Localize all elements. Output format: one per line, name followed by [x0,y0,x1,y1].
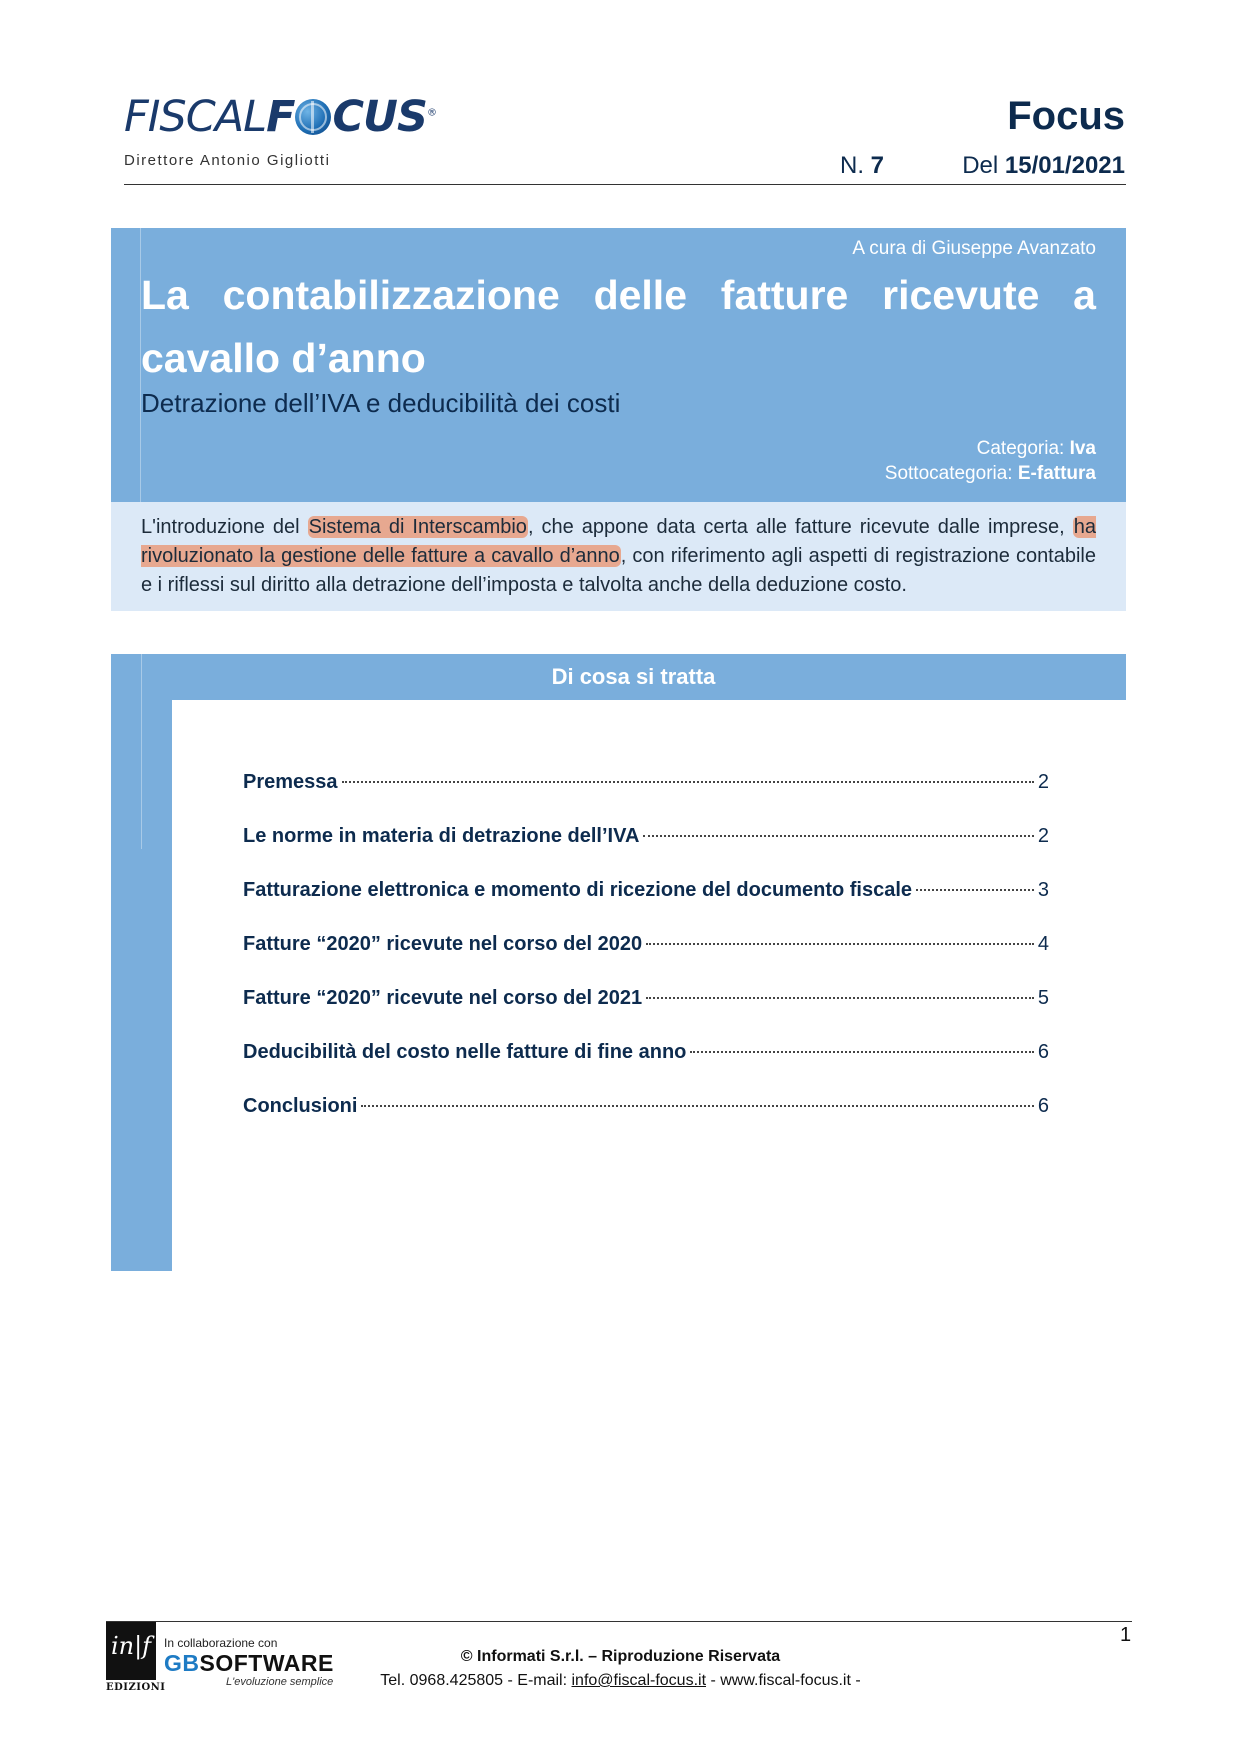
dot-leader [646,997,1034,999]
abstract-text [141,513,1096,600]
toc-item-title: Deducibilità del costo nelle fatture di fine anno [243,1041,687,1063]
dot-leader [690,1051,1033,1053]
toc-item-page: 2 [1037,771,1049,793]
date-prefix: Del [962,152,999,179]
toc-item-fatture-2020-2020[interactable] [243,933,1049,987]
gb-name: SOFTWARE [199,1650,334,1676]
toc-item-page: 6 [1037,1041,1049,1063]
publisher-logo: in|f [106,1622,156,1680]
publisher-sub: EDIZIONI [106,1682,166,1693]
category-line [885,436,1096,461]
toc-item-page: 4 [1037,933,1049,955]
registered-mark: ® [426,107,436,119]
contacts-suffix: - www.fiscal-focus.it - [706,1672,861,1689]
dot-leader [361,1105,1033,1107]
issue-number [840,152,884,180]
email-link[interactable]: info@fiscal-focus.it [571,1672,707,1689]
issue-prefix: N. [840,152,864,179]
abstract-part-3: , con riferimento agli aspetti di registrazione contabile e i riflessi sul diritto alla detrazione dell’imposta e talvolta anche della deduzione costo. [141,545,1096,596]
toc-header-band [111,654,1126,700]
gb-mark: GB [164,1650,200,1676]
dot-leader [916,889,1034,891]
abstract-highlight-2: ha rivoluzionato la gestione delle fatture a cavallo d’anno [141,516,1096,567]
toc-heading: Di cosa si tratta [551,664,716,689]
gb-tagline: L'evoluzione semplice [226,1676,334,1688]
collaboration-text: In collaborazione con [164,1636,278,1650]
toc-item-title: Le norme in materia di detrazione dell’IVA [243,825,640,847]
issue-value: 7 [870,152,885,179]
article-title: La contabilizzazione delle fatture ricevute a cavallo d’anno [141,272,1096,381]
dot-leader [342,781,1034,783]
category-label: Categoria: [976,438,1065,459]
abstract-panel [111,502,1126,611]
subcategory-line [885,461,1096,486]
article-subtitle: Detrazione dell’IVA e deducibilità dei costi [141,388,621,418]
author-line: A cura di Giuseppe Avanzato [852,238,1096,259]
footer-divider [106,1621,1132,1622]
subcategory-value: E-fattura [1017,463,1096,484]
toc-item-title: Premessa [243,771,338,793]
abstract-part-1: L'introduzione del [141,516,308,538]
toc-item-fatturazione-elettronica[interactable] [243,879,1049,933]
toc-item-page: 6 [1037,1095,1049,1117]
toc-item-premessa[interactable] [243,771,1049,825]
toc-item-fatture-2020-2021[interactable] [243,987,1049,1041]
copyright-line: © Informati S.r.l. – Riproduzione Riservata [460,1648,781,1665]
abstract-highlight-1: Sistema di Interscambio [308,516,527,538]
title-panel [111,228,1126,502]
logo-text-fiscal: FISCAL [124,92,267,142]
toc-item-page: 3 [1037,879,1049,901]
globe-icon [295,99,331,135]
toc-item-page: 5 [1037,987,1049,1009]
toc-item-title: Fatture “2020” ricevute nel corso del 2020 [243,933,643,955]
contacts-line [0,1672,1241,1690]
header-divider [124,184,1126,185]
abstract-part-2: , che appone data certa alle fatture ricevute dalle imprese, [527,516,1073,538]
category-block [885,436,1096,486]
toc-item-page: 2 [1037,825,1049,847]
director-line: Direttore Antonio Gigliotti [124,152,331,169]
contacts-prefix: Tel. 0968.425805 - E-mail: [380,1672,572,1689]
toc-side-bar [111,700,172,1271]
fiscalfocus-logo [124,92,436,142]
issue-date [962,152,1125,180]
date-value: 15/01/2021 [1004,152,1125,179]
toc-item-conclusioni[interactable] [243,1095,1049,1149]
toc-item-title: Fatture “2020” ricevute nel corso del 2021 [243,987,643,1009]
toc-item-deducibilita[interactable] [243,1041,1049,1095]
guide-line [141,654,142,849]
logo-text-cus: CUS [332,92,427,142]
toc-item-norme-detrazione[interactable] [243,825,1049,879]
subcategory-label: Sottocategoria: [884,463,1013,484]
page-number: 1 [1120,1624,1132,1646]
section-label: Focus [1007,94,1125,138]
toc-item-title: Fatturazione elettronica e momento di ricezione del documento fiscale [243,879,913,901]
toc-item-title: Conclusioni [243,1095,358,1117]
logo-text-f: F [266,92,295,142]
table-of-contents [243,771,1049,1149]
category-value: Iva [1069,438,1096,459]
dot-leader [646,943,1034,945]
dot-leader [643,835,1033,837]
